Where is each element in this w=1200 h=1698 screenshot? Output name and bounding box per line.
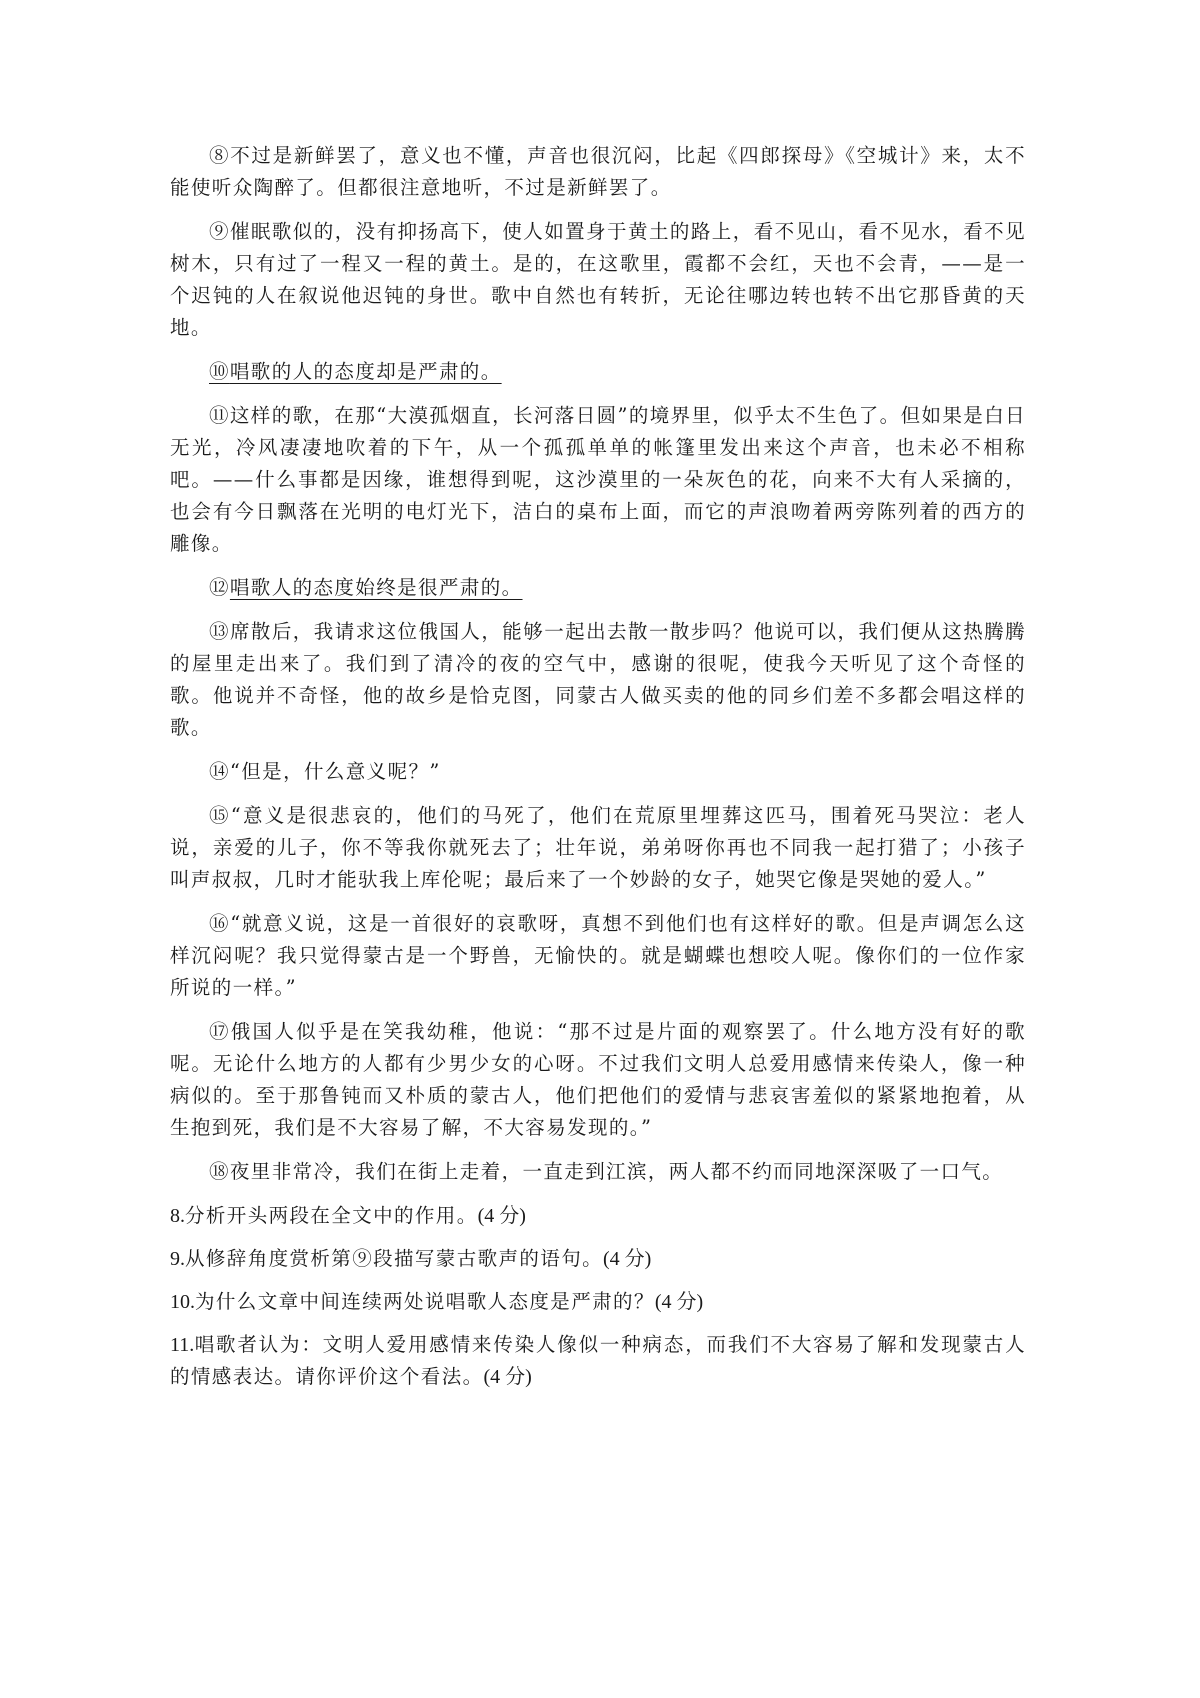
paragraph-17 [170,1016,1026,1144]
question-10 [170,1286,1026,1318]
question-score: (4 分) [654,1291,704,1313]
question-text: 唱歌者认为：文明人爱用感情来传染人像似一种病态，而我们不大容易了解和发现蒙古人的情感表达。请你评价这个看法。 [170,1333,1026,1388]
paragraph-text: 夜里非常冷，我们在街上走着，一直走到江滨，两人都不约而同地深深吸了一口气。 [229,1160,1004,1183]
question-text: 分析开头两段在全文中的作用。 [185,1204,478,1227]
paragraph-9 [170,216,1026,344]
question-score: (4 分) [483,1366,532,1388]
paragraph-marker: ⑫ [209,576,230,599]
underlined-sentence: 唱歌人的态度始终是很严肃的。 [229,576,523,599]
question-number: 10. [170,1291,195,1313]
paragraph-text: 席散后，我请求这位俄国人，能够一起出去散一散步吗？他说可以，我们便从这热腾腾的屋里走出来了。我们到了清冷的夜的空气中，感谢的很呢，使我今天听见了这个奇怪的歌。他说并不奇怪，他的故乡是恰克图，同蒙古人做买卖的他的同乡们差不多都会唱这样的歌。 [170,620,1026,739]
question-8 [170,1200,1026,1232]
question-text: 为什么文章中间连续两处说唱歌人态度是严肃的？ [195,1290,655,1313]
paragraph-marker: ⑰ [209,1020,231,1043]
question-11 [170,1329,1026,1393]
paragraph-marker: ⑨ [209,220,230,243]
paragraph-15 [170,800,1026,896]
paragraph-marker: ⑯ [209,912,231,935]
paragraph-13 [170,616,1026,744]
paragraph-text: 催眠歌似的，没有抑扬高下，使人如置身于黄土的路上，看不见山，看不见水，看不见树木，只有过了一程又一程的黄土。是的，在这歌里，霞都不会红，天也不会青，——是一个迟钝的人在叙说他迟钝的身世。歌中自然也有转折，无论往哪边转也转不出它那昏黄的天地。 [170,220,1026,339]
paragraph-11 [170,400,1026,560]
paragraph-marker: ⑪ [209,404,230,427]
question-number: 8. [170,1205,185,1227]
question-9 [170,1243,1026,1275]
paragraph-marker: ⑮ [209,804,231,827]
paragraph-text: “就意义说，这是一首很好的哀歌呀，真想不到他们也有这样好的歌。但是声调怎么这样沉闷呢？我只觉得蒙古是一个野兽，无愉快的。就是蝴蝶也想咬人呢。像你们的一位作家所说的一样。” [170,912,1026,999]
paragraph-text: “但是，什么意义呢？” [229,760,441,783]
paragraph-text: 唱歌的人的态度却是严肃的。 [229,360,502,383]
questions [170,1200,1026,1393]
paragraph-8 [170,140,1026,204]
question-text: 从修辞角度赏析第⑨段描写蒙古歌声的语句。 [185,1247,604,1270]
paragraph-marker: ⑬ [209,620,230,643]
paragraph-marker: ⑱ [209,1160,230,1183]
document-page [170,140,1026,1404]
paragraph-18 [170,1156,1026,1188]
question-number: 11. [170,1334,195,1356]
paragraph-marker: ⑭ [209,760,230,783]
paragraph-text: 不过是新鲜罢了，意义也不懂，声音也很沉闷，比起《四郎探母》《空城计》来，太不能使听众陶醉了。但都很注意地听，不过是新鲜罢了。 [170,144,1027,199]
paragraph-14 [170,756,1026,788]
paragraph-marker: ⑩ [209,360,230,383]
underlined-sentence [209,360,502,383]
paragraph-marker: ⑧ [209,144,231,167]
paragraph-16 [170,908,1026,1004]
passage [170,140,1026,1188]
question-score: (4 分) [603,1248,652,1270]
question-number: 9. [170,1248,185,1270]
paragraph-text: 俄国人似乎是在笑我幼稚，他说：“那不过是片面的观察罢了。什么地方没有好的歌呢。无论什么地方的人都有少男少女的心呀。不过我们文明人总爱用感情来传染人，像一种病似的。至于那鲁钝而又朴质的蒙古人，他们把他们的爱情与悲哀害羞似的紧紧地抱着，从生抱到死，我们是不大容易了解，不大容易发现的。” [170,1020,1026,1139]
paragraph-text: 这样的歌，在那“大漠孤烟直，长河落日圆”的境界里，似乎太不生色了。但如果是白日无光，冷风凄凄地吹着的下午，从一个孤孤单单的帐篷里发出来这个声音，也未必不相称吧。——什么事都是因缘，谁想得到呢，这沙漠里的一朵灰色的花，向来不大有人采摘的，也会有今日飘落在光明的电灯光下，洁白的桌布上面，而它的声浪吻着两旁陈列着的西方的雕像。 [170,404,1026,555]
paragraph-12 [170,572,1026,604]
paragraph-10 [170,356,1026,388]
question-score: (4 分) [477,1205,526,1227]
paragraph-text: “意义是很悲哀的，他们的马死了，他们在荒原里埋葬这匹马，围着死马哭泣：老人说，亲爱的儿子，你不等我你就死去了；壮年说，弟弟呀你再也不同我一起打猎了；小孩子叫声叔叔，几时才能驮我上库伦呢；最后来了一个妙龄的女子，她哭它像是哭她的爱人。” [170,804,1026,891]
